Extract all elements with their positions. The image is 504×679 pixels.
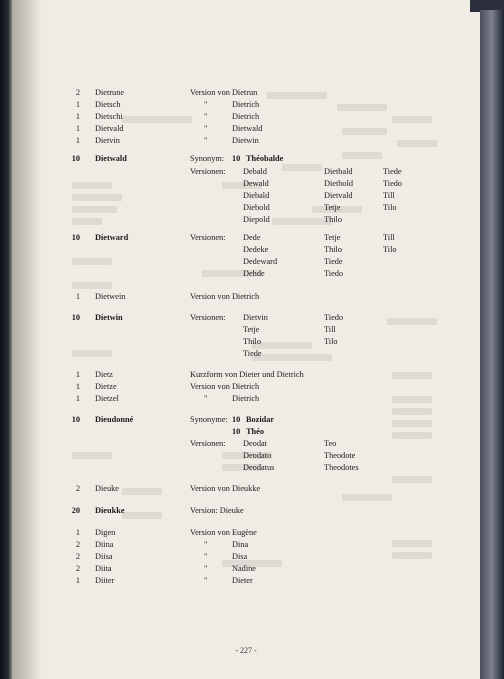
version-name: Thilo: [324, 215, 342, 224]
version-name: Tilo: [383, 245, 397, 254]
entry-frequency: 1: [75, 100, 80, 109]
version-name: Dietvin: [243, 313, 268, 322]
entry-reference: Dina: [232, 540, 249, 549]
entry-label: Versionen:: [190, 167, 226, 176]
ditto-mark: ": [204, 552, 208, 561]
entry-label: Synonyme:: [190, 415, 228, 424]
entry-frequency: 2: [75, 552, 80, 561]
entry-description: Version von Dieukke: [190, 484, 261, 493]
entry-frequency: 20: [71, 506, 80, 515]
entry-label: Versionen:: [190, 233, 226, 242]
entry-name: Dietwald: [95, 154, 127, 163]
version-name: Tetje: [243, 325, 260, 334]
entry-name: Dietschi: [95, 112, 123, 121]
entry-frequency: 1: [75, 370, 80, 379]
entry-name: Dietwin: [95, 313, 123, 322]
ditto-mark: ": [204, 540, 208, 549]
ditto-mark: ": [204, 394, 208, 403]
entry-reference: Dietwald: [232, 124, 263, 133]
synonym-name: Théobalde: [246, 154, 284, 163]
entry-reference: Dieter: [232, 576, 253, 585]
version-name: Till: [383, 233, 395, 242]
entry-name: Dietsch: [95, 100, 121, 109]
entry-reference: Dietrich: [232, 100, 260, 109]
version-name: Tiede: [324, 257, 343, 266]
entry-frequency: 1: [75, 576, 80, 585]
entry-name: Dietvin: [95, 136, 120, 145]
version-name: Dedeward: [243, 257, 278, 266]
synonym-name: Bozidar: [246, 415, 275, 424]
entry-reference: Dietrich: [232, 394, 260, 403]
version-name: Dedeke: [243, 245, 269, 254]
synonym-frequency: 10: [232, 415, 241, 424]
entry-name: Dietvald: [95, 124, 124, 133]
version-name: Diepold: [243, 215, 270, 224]
entry-name: Digen: [95, 528, 116, 537]
entry-description: Version: Dieuke: [190, 506, 244, 515]
version-name: Dietvald: [324, 191, 353, 200]
version-name: Debald: [243, 167, 267, 176]
version-name: Tiedo: [324, 313, 344, 322]
entry-name: Dietz: [95, 370, 113, 379]
entry-name: Dietward: [95, 233, 129, 242]
entry-name: Diiter: [95, 576, 115, 585]
entry-label: Synonym:: [190, 154, 225, 163]
entry-reference: Disa: [232, 552, 248, 561]
entry-description: Version von Dietrich: [190, 292, 260, 301]
version-name: Till: [324, 325, 336, 334]
entry-frequency: 1: [75, 382, 80, 391]
entry-frequency: 1: [75, 528, 80, 537]
entry-frequency: 1: [75, 394, 80, 403]
entry-label: Versionen:: [190, 439, 226, 448]
entry-reference: Dietwin: [232, 136, 259, 145]
entry-frequency: 1: [75, 124, 80, 133]
entry-frequency: 2: [75, 540, 80, 549]
entry-label: Versionen:: [190, 313, 226, 322]
version-name: Deodat: [243, 439, 267, 448]
version-name: Theodote: [324, 451, 356, 460]
ditto-mark: ": [204, 112, 208, 121]
entry-name: Dietwein: [95, 292, 126, 301]
entry-name: Diina: [95, 540, 114, 549]
entry-frequency: 10: [71, 313, 80, 322]
entry-name: Diisa: [95, 552, 113, 561]
version-name: Tiede: [383, 167, 402, 176]
entry-frequency: 10: [71, 154, 80, 163]
entry-name: Dieukke: [95, 506, 125, 515]
version-name: Dewald: [243, 179, 269, 188]
entry-name: Dieuke: [95, 484, 119, 493]
version-name: Tetje: [324, 233, 341, 242]
entry-description: Version von Dietrun: [190, 88, 258, 97]
version-name: Theodotes: [324, 463, 359, 472]
version-name: Deodato: [243, 451, 272, 460]
book-page: [12, 0, 480, 679]
version-name: Diebald: [243, 191, 270, 200]
entry-frequency: 10: [71, 415, 80, 424]
entry-reference: Dietrich: [232, 112, 260, 121]
ditto-mark: ": [204, 136, 208, 145]
ditto-mark: ": [204, 576, 208, 585]
entry-name: Dietrune: [95, 88, 125, 97]
version-name: Deodatus: [243, 463, 275, 472]
entry-frequency: 2: [75, 564, 80, 573]
entry-description: Version von Dietrich: [190, 382, 260, 391]
ditto-mark: ": [204, 124, 208, 133]
version-name: Teo: [324, 439, 337, 448]
entry-frequency: 10: [71, 233, 80, 242]
version-name: Diebold: [243, 203, 270, 212]
version-name: Till: [383, 191, 395, 200]
version-name: Tilo: [383, 203, 397, 212]
entry-name: Dietze: [95, 382, 117, 391]
entry-name: Diita: [95, 564, 112, 573]
entry-frequency: 1: [75, 136, 80, 145]
synonym-name: Théo: [246, 427, 264, 436]
entry-frequency: 2: [75, 88, 80, 97]
version-name: Dietbald: [324, 167, 353, 176]
entry-name: Dieudonné: [95, 415, 134, 424]
version-name: Dede: [243, 233, 261, 242]
synonym-frequency: 10: [232, 154, 241, 163]
ditto-mark: ": [204, 564, 208, 573]
ditto-mark: ": [204, 100, 208, 109]
version-name: Tetje: [324, 203, 341, 212]
entry-frequency: 2: [75, 484, 80, 493]
version-name: Tiedo: [324, 269, 344, 278]
entry-description: Version von Eugène: [190, 528, 257, 537]
version-name: Tilo: [324, 337, 338, 346]
version-name: Dehde: [243, 269, 265, 278]
version-name: Dietbold: [324, 179, 354, 188]
version-name: Tiede: [243, 349, 262, 358]
entry-reference: Nadine: [232, 564, 256, 573]
version-name: Thilo: [243, 337, 261, 346]
entry-description: Kurzform von Dieter und Dietrich: [190, 370, 304, 379]
version-name: Tiedo: [383, 179, 403, 188]
entry-frequency: 1: [75, 292, 80, 301]
synonym-frequency: 10: [232, 427, 241, 436]
entry-name: Dietzel: [95, 394, 119, 403]
version-name: Thilo: [324, 245, 342, 254]
page-stack-edge: [480, 10, 504, 679]
page-number: - 227 -: [235, 646, 257, 655]
entry-frequency: 1: [75, 112, 80, 121]
